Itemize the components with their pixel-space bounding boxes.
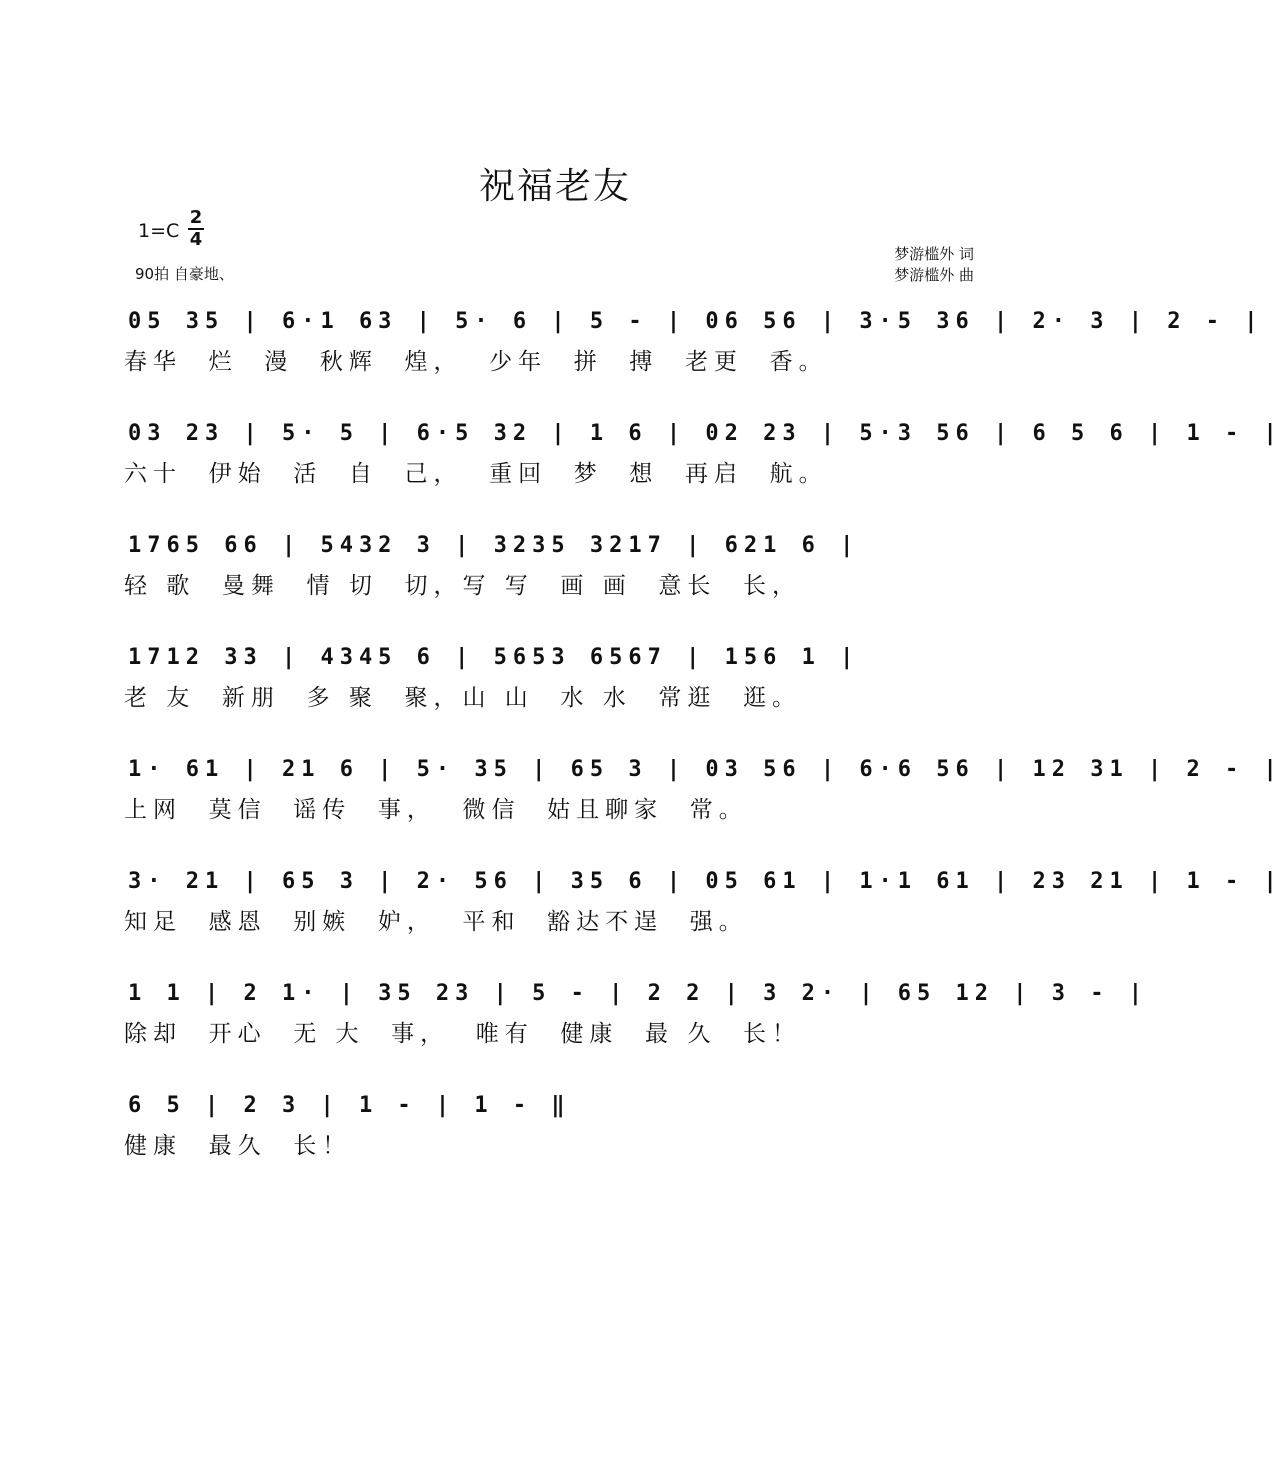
score-line-6 [0, 862, 1283, 972]
notes: 1712 33 | 4345 6 | 5653 6567 | 156 1 | [128, 645, 860, 670]
score-line-1 [0, 302, 1264, 412]
lyrics: 上网 莫信 谣传 事， 微信 姑且聊家 常。 [124, 797, 748, 823]
lyrics: 健康 最久 长！ [124, 1133, 352, 1159]
notes: 05 35 | 6·1 63 | 5· 6 | 5 - | 06 56 | 3·5 36 | 2· 3 | 2 - | [128, 309, 1264, 334]
key-signature: 1=C [138, 220, 180, 242]
lyrics: 轻 歌 曼舞 情 切 切，写 写 画 画 意长 长， [124, 573, 801, 599]
notes: 3· 21 | 65 3 | 2· 56 | 35 6 | 05 61 | 1·1 61 | 23 21 | 1 - | [128, 869, 1283, 894]
song-title: 祝福老友 [478, 166, 631, 207]
lyrics: 春华 烂 漫 秋辉 煌， 少年 拼 搏 老更 香。 [124, 349, 828, 375]
lyrics: 知足 感恩 别嫉 妒， 平和 豁达不逞 强。 [124, 909, 748, 935]
notes: 6 5 | 2 3 | 1 - | 1 - ‖ [128, 1093, 571, 1118]
score-line-5 [0, 750, 1283, 860]
lyrics: 老 友 新朋 多 聚 聚，山 山 水 水 常逛 逛。 [124, 685, 801, 711]
score-line-7 [0, 974, 1148, 1084]
tempo-mark: 90拍 自豪地、 [135, 265, 234, 283]
lyrics: 六十 伊始 活 自 己， 重回 梦 想 再启 航。 [124, 461, 828, 487]
notes: 1765 66 | 5432 3 | 3235 3217 | 621 6 | [128, 533, 860, 558]
lyrics: 除却 开心 无 大 事， 唯有 健康 最 久 长！ [124, 1021, 801, 1047]
score-line-4 [0, 638, 1110, 748]
notes: 1 1 | 2 1· | 35 23 | 5 - | 2 2 | 3 2· | 65 12 | 3 - | [128, 981, 1148, 1006]
time-signature-top: 2 [189, 207, 203, 228]
score-line-3 [0, 526, 1110, 636]
score-line-2 [0, 414, 1283, 524]
notes: 1· 61 | 21 6 | 5· 35 | 65 3 | 03 56 | 6·6 56 | 12 31 | 2 - | [128, 757, 1283, 782]
score-line-8 [0, 1086, 1110, 1196]
notes: 03 23 | 5· 5 | 6·5 32 | 1 6 | 02 23 | 5·3 56 | 6 5 6 | 1 - | [128, 421, 1283, 446]
time-signature [186, 208, 206, 250]
composer-credit: 梦游槛外 曲 [894, 266, 974, 284]
lyricist-credit: 梦游槛外 词 [894, 245, 974, 263]
time-signature-bottom: 4 [189, 229, 203, 250]
